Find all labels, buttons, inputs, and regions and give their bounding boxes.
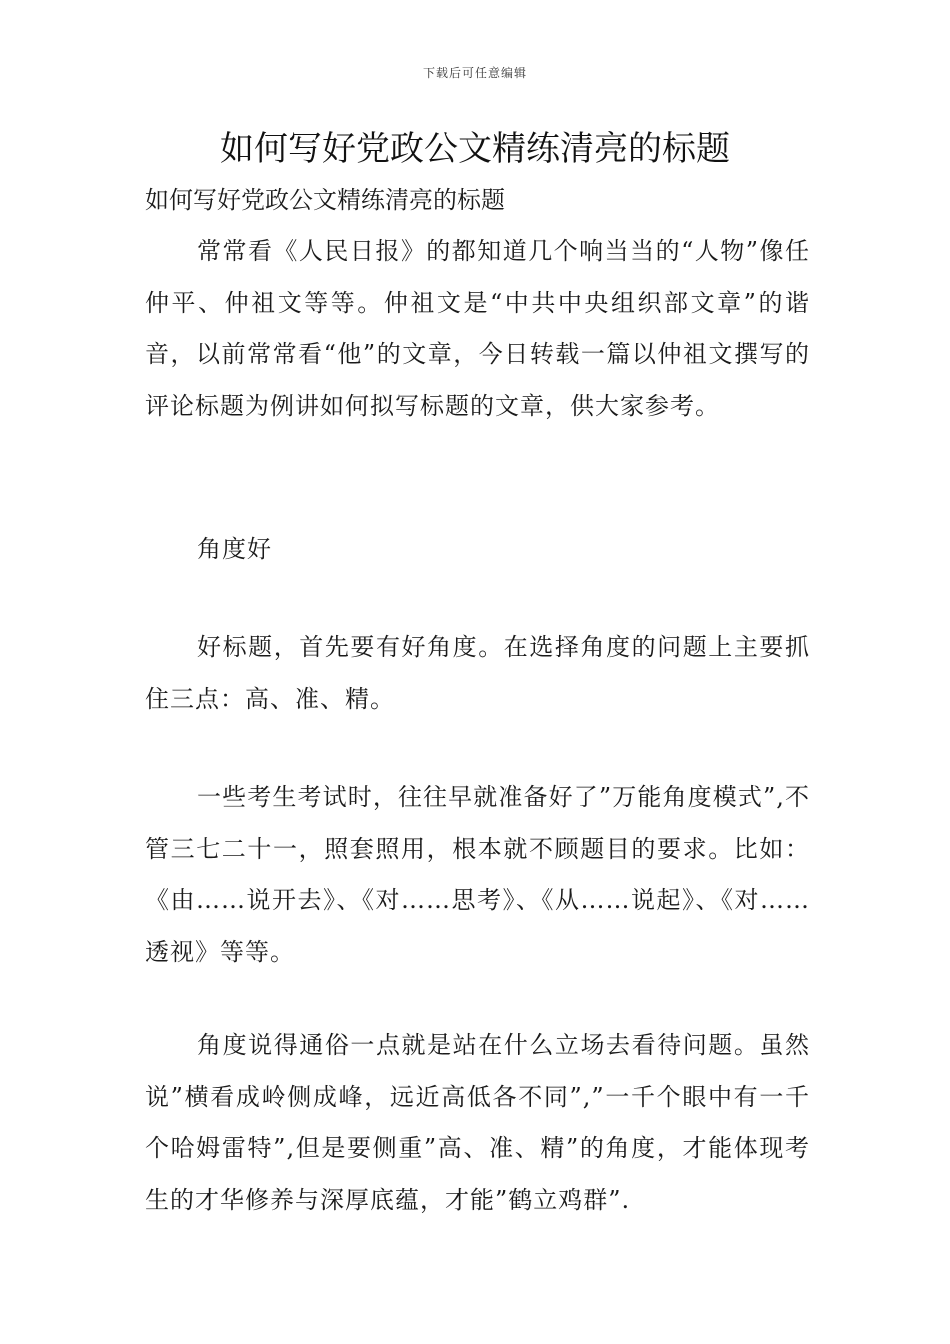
paragraph-universal-mode: 一些考生考试时，往往早就准备好了”万能角度模式”,不管三七二十一，照套照用，根本就不顾题目的要求。比如：《由……说开去》、《对……思考》、《从……说起》、《对……透视》等等。 — [145, 783, 810, 966]
document-title: 如何写好党政公文精练清亮的标题 — [220, 129, 730, 169]
document-subtitle: 如何写好党政公文精练清亮的标题 — [145, 186, 505, 214]
paragraph-angle-explained: 角度说得通俗一点就是站在什么立场去看待问题。虽然说”横看成岭侧成峰，远近高低各不同”,”一千个眼中有一千个哈姆雷特”,但是要侧重”高、准、精”的角度，才能体现考生的才华修养与深厚底蕴，才能”鹤立鸡群”. — [145, 1031, 810, 1214]
paragraph-good-angle: 好标题，首先要有好角度。在选择角度的问题上主要抓住三点：高、准、精。 — [145, 633, 810, 713]
section-heading-angle: 角度好 — [197, 535, 272, 563]
header-note: 下载后可任意编辑 — [422, 66, 527, 80]
paragraph-intro: 常常看《人民日报》的都知道几个响当当的“人物”像任仲平、仲祖文等等。仲祖文是“中共中央组织部文章”的谐音，以前常常看“他”的文章，今日转载一篇以仲祖文撰写的评论标题为例讲如何拟写标题的文章，供大家参考。 — [145, 237, 810, 420]
